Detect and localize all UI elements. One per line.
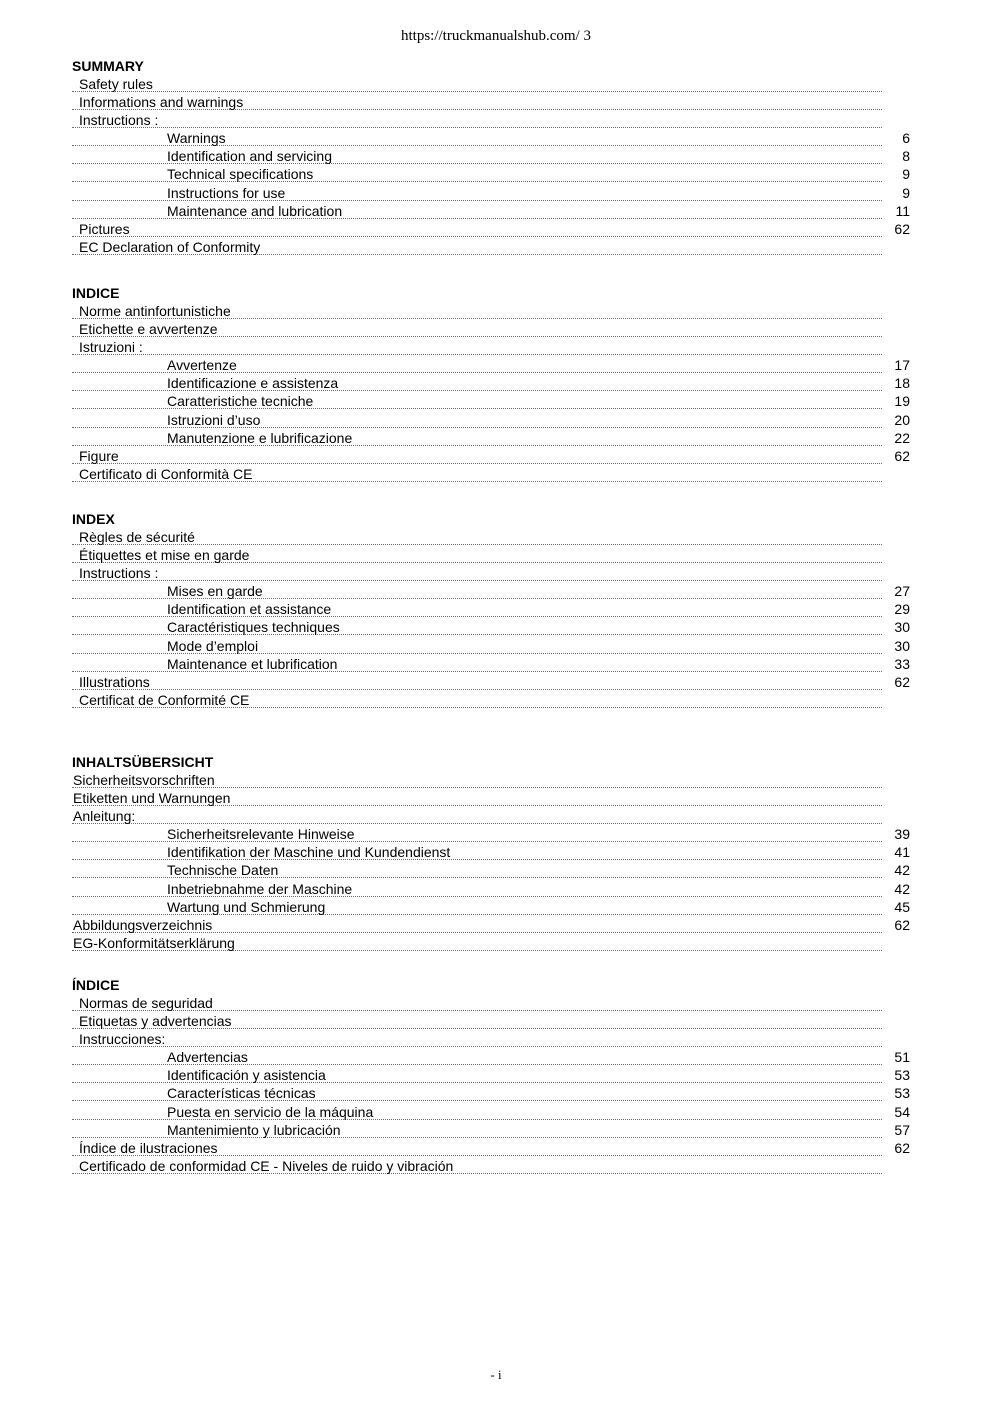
toc-entry-label: Pictures bbox=[79, 220, 130, 237]
toc-entry-label: Identification and servicing bbox=[167, 148, 332, 165]
page-footer-number: - i bbox=[490, 1367, 502, 1382]
toc-entry[interactable] bbox=[72, 111, 912, 129]
toc-entry-page-number: 45 bbox=[894, 898, 910, 915]
toc-section bbox=[72, 284, 912, 483]
toc-entry[interactable] bbox=[72, 1084, 912, 1102]
toc-entry[interactable] bbox=[72, 356, 912, 374]
toc-entry-label: Étiquettes et mise en garde bbox=[79, 547, 250, 564]
toc-entry[interactable] bbox=[72, 637, 912, 655]
toc-entry-page-number: 11 bbox=[895, 202, 910, 219]
toc-entry-label: Maintenance et lubrification bbox=[167, 655, 338, 672]
toc-entry-label: Istruzioni d’uso bbox=[167, 411, 261, 428]
toc-entry[interactable] bbox=[72, 934, 912, 952]
toc-entry-label: Inbetriebnahme der Maschine bbox=[167, 880, 353, 897]
dotted-leader bbox=[72, 91, 882, 92]
dotted-leader bbox=[72, 1046, 882, 1047]
toc-entry-label: Certificato di Conformità CE bbox=[79, 465, 253, 482]
toc-entry-label: Sicherheitsrelevante Hinweise bbox=[167, 826, 355, 843]
toc-entry-label: Etiketten und Warnungen bbox=[73, 790, 231, 807]
toc-entry-page-number: 41 bbox=[894, 844, 910, 861]
toc-entry-label: Instructions for use bbox=[167, 184, 286, 201]
page-header-url: https://truckmanualshub.com/ 3 bbox=[401, 28, 591, 44]
toc-entry[interactable] bbox=[72, 320, 912, 338]
dotted-leader bbox=[72, 689, 882, 690]
toc-entry[interactable] bbox=[72, 655, 912, 673]
toc-entry-label: Mantenimiento y lubricación bbox=[167, 1121, 341, 1138]
toc-entry[interactable] bbox=[72, 916, 912, 934]
toc-entry[interactable] bbox=[72, 1012, 912, 1030]
toc-entry[interactable] bbox=[72, 771, 912, 789]
toc-entry[interactable] bbox=[72, 691, 912, 709]
toc-entry[interactable] bbox=[72, 220, 912, 238]
toc-entry-page-number: 62 bbox=[894, 673, 910, 690]
toc-entry[interactable] bbox=[72, 392, 912, 410]
toc-entry-page-number: 9 bbox=[902, 166, 910, 183]
section-title: SUMMARY bbox=[72, 58, 144, 74]
toc-entry-page-number: 42 bbox=[894, 862, 910, 879]
toc-entry-label: Technical specifications bbox=[167, 166, 314, 183]
toc-entry-label: Règles de sécurité bbox=[79, 529, 195, 545]
toc-entry-label: Instructions : bbox=[79, 112, 159, 129]
section-title: INDEX bbox=[72, 511, 115, 527]
toc-entry-page-number: 27 bbox=[894, 583, 910, 600]
toc-entry-page-number: 30 bbox=[894, 619, 910, 636]
toc-entry-label: Instructions : bbox=[79, 565, 159, 582]
toc-entry-page-number: 62 bbox=[894, 916, 910, 933]
toc-entry-page-number: 54 bbox=[894, 1103, 910, 1120]
section-title: ÍNDICE bbox=[72, 977, 120, 993]
toc-entry-label: Anleitung: bbox=[73, 808, 136, 825]
toc-entry-page-number: 18 bbox=[894, 375, 910, 392]
toc-entry[interactable] bbox=[72, 338, 912, 356]
toc-entry-page-number: 39 bbox=[894, 826, 910, 843]
toc-section bbox=[72, 976, 912, 1175]
toc-entry-label: Illustrations bbox=[79, 673, 150, 690]
toc-entry-label: Avvertenze bbox=[167, 357, 237, 374]
toc-entry-label: Índice de ilustraciones bbox=[79, 1139, 218, 1156]
toc-entry-label: Identification et assistance bbox=[167, 601, 332, 618]
toc-entry[interactable] bbox=[72, 528, 912, 546]
dotted-leader bbox=[72, 236, 882, 237]
dotted-leader bbox=[72, 127, 882, 128]
toc-entry[interactable] bbox=[72, 789, 912, 807]
toc-entry[interactable] bbox=[72, 165, 912, 183]
toc-entry[interactable] bbox=[72, 1030, 912, 1048]
toc-entry-label: Advertencias bbox=[167, 1049, 248, 1066]
toc-entry-label: Sicherheitsvorschriften bbox=[73, 772, 215, 788]
toc-entry-label: Certificado de conformidad CE - Niveles de ruido y vibración bbox=[79, 1157, 454, 1174]
dotted-leader bbox=[72, 354, 882, 355]
toc-entry-page-number: 6 bbox=[902, 130, 910, 147]
section-title: INHALTSÜBERSICHT bbox=[72, 754, 214, 770]
toc-entry[interactable] bbox=[72, 898, 912, 916]
toc-entry-page-number: 9 bbox=[902, 184, 910, 201]
toc-entry-page-number: 57 bbox=[894, 1121, 910, 1138]
toc-entry[interactable] bbox=[72, 1157, 912, 1175]
toc-entry-page-number: 17 bbox=[894, 357, 910, 374]
toc-entry-label: Caractéristiques techniques bbox=[167, 619, 340, 636]
toc-entry[interactable] bbox=[72, 807, 912, 825]
toc-entry[interactable] bbox=[72, 1066, 912, 1084]
toc-entry[interactable] bbox=[72, 1139, 912, 1157]
toc-section bbox=[72, 753, 912, 952]
toc-entry[interactable] bbox=[72, 184, 912, 202]
toc-entry[interactable] bbox=[72, 880, 912, 898]
toc-entry[interactable] bbox=[72, 129, 912, 147]
toc-entry-label: Identificazione e assistenza bbox=[167, 375, 339, 392]
toc-entry[interactable] bbox=[72, 147, 912, 165]
toc-entry-label: Manutenzione e lubrificazione bbox=[167, 429, 353, 446]
toc-entry-page-number: 30 bbox=[894, 637, 910, 654]
toc-entry-label: Identifikation der Maschine und Kundendienst bbox=[167, 844, 451, 861]
toc-entry-page-number: 62 bbox=[894, 447, 910, 464]
toc-entry[interactable] bbox=[72, 618, 912, 636]
toc-entry-label: Wartung und Schmierung bbox=[167, 898, 326, 915]
toc-entry-page-number: 51 bbox=[894, 1049, 910, 1066]
toc-entry[interactable] bbox=[72, 238, 912, 256]
toc-section bbox=[72, 57, 912, 256]
toc-entry-label: Identificación y asistencia bbox=[167, 1067, 326, 1084]
toc-entry[interactable] bbox=[72, 447, 912, 465]
toc-entry-label: Maintenance and lubrication bbox=[167, 202, 343, 219]
toc-entry-label: Norme antinfortunistiche bbox=[79, 303, 231, 319]
toc-entry-label: Características técnicas bbox=[167, 1085, 316, 1102]
toc-entry[interactable] bbox=[72, 374, 912, 392]
toc-entry-label: Safety rules bbox=[79, 76, 153, 92]
toc-entry-label: EC Declaration of Conformity bbox=[79, 238, 261, 255]
toc-entry-page-number: 29 bbox=[894, 601, 910, 618]
toc-entry-page-number: 53 bbox=[894, 1067, 910, 1084]
toc-entry-label: Mises en garde bbox=[167, 583, 263, 600]
toc-entry[interactable] bbox=[72, 582, 912, 600]
toc-entry-label: Caratteristiche tecniche bbox=[167, 393, 314, 410]
toc-entry-page-number: 8 bbox=[902, 148, 910, 165]
toc-entry-label: Etiquetas y advertencias bbox=[79, 1013, 232, 1030]
toc-entry[interactable] bbox=[72, 1103, 912, 1121]
toc-entry[interactable] bbox=[72, 994, 912, 1012]
toc-entry-label: Etichette e avvertenze bbox=[79, 321, 218, 338]
toc-entry-label: Certificat de Conformité CE bbox=[79, 691, 250, 708]
toc-entry[interactable] bbox=[72, 861, 912, 879]
toc-entry-label: Instrucciones: bbox=[79, 1031, 166, 1048]
toc-entry[interactable] bbox=[72, 600, 912, 618]
toc-entry-label: Technische Daten bbox=[167, 862, 279, 879]
toc-section bbox=[72, 510, 912, 709]
toc-entry[interactable] bbox=[72, 546, 912, 564]
toc-entry-page-number: 33 bbox=[894, 655, 910, 672]
toc-entry-label: Normas de seguridad bbox=[79, 995, 213, 1011]
toc-entry-label: Warnings bbox=[167, 130, 226, 147]
toc-entry-page-number: 42 bbox=[894, 880, 910, 897]
toc-entry-page-number: 62 bbox=[894, 220, 910, 237]
toc-entry[interactable] bbox=[72, 75, 912, 93]
toc-entry[interactable] bbox=[72, 202, 912, 220]
toc-entry[interactable] bbox=[72, 465, 912, 483]
toc-entry[interactable] bbox=[72, 825, 912, 843]
toc-entry-label: Figure bbox=[79, 447, 119, 464]
dotted-leader bbox=[72, 580, 882, 581]
toc-entry[interactable] bbox=[72, 564, 912, 582]
toc-entry[interactable] bbox=[72, 93, 912, 111]
toc-entry-label: Mode d’emploi bbox=[167, 637, 259, 654]
toc-entry-label: Abbildungsverzeichnis bbox=[73, 916, 213, 933]
toc-entry-label: Istruzioni : bbox=[79, 339, 143, 356]
toc-entry-label: Informations and warnings bbox=[79, 94, 244, 111]
toc-entry-page-number: 53 bbox=[894, 1085, 910, 1102]
toc-entry-page-number: 20 bbox=[894, 411, 910, 428]
dotted-leader bbox=[72, 823, 882, 824]
toc-entry[interactable] bbox=[72, 411, 912, 429]
toc-entry-page-number: 22 bbox=[894, 429, 910, 446]
toc-entry[interactable] bbox=[72, 302, 912, 320]
section-title: INDICE bbox=[72, 285, 120, 301]
toc-entry[interactable] bbox=[72, 1048, 912, 1066]
toc-entry[interactable] bbox=[72, 843, 912, 861]
toc-entry-page-number: 19 bbox=[894, 393, 910, 410]
toc-entry[interactable] bbox=[72, 429, 912, 447]
toc-entry[interactable] bbox=[72, 673, 912, 691]
toc-entry-page-number: 62 bbox=[894, 1139, 910, 1156]
dotted-leader bbox=[72, 463, 882, 464]
toc-entry[interactable] bbox=[72, 1121, 912, 1139]
toc-entry-label: Puesta en servicio de la máquina bbox=[167, 1103, 374, 1120]
toc-entry-label: EG-Konformitätserklärung bbox=[73, 934, 235, 951]
